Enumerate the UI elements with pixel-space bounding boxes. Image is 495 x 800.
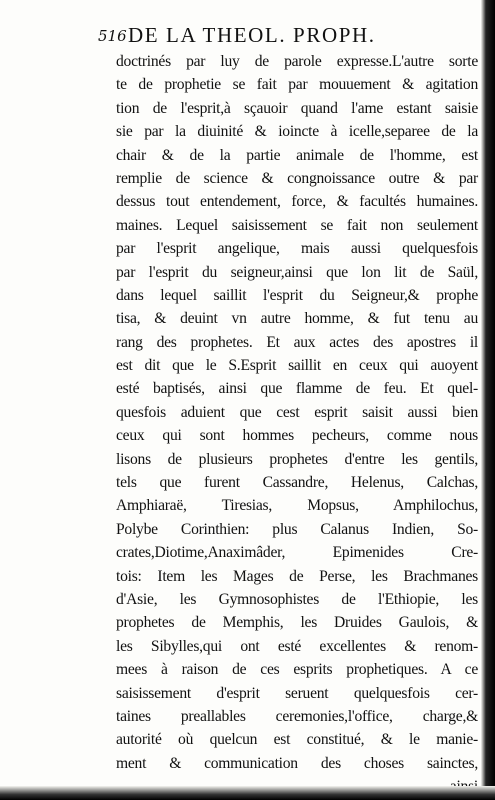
text-line: maines. Lequel saisissement se fait non seulement [116,216,478,234]
page-number: 516 [98,27,127,45]
text-line: ment & communication des choses sainctes, [116,754,478,772]
text-line: par l'esprit du seigneur,ainsi que lon lit de Saül, [116,263,478,281]
text-line: quesfois aduient que cest esprit saisit aussi bien [116,403,478,421]
text-line: les Sibylles,qui ont esté excellentes & renom- [116,637,478,655]
text-line: taines preallables ceremonies,l'office, charge,& [116,707,478,725]
text-line: tels que furent Cassandre, Helenus, Calchas, [116,474,478,492]
text-line: esté baptisés, ainsi que flamme de feu. Et quel- [116,380,478,398]
text-line: prophetes de Memphis, les Druides Gaulois, & [116,614,478,632]
scan-right-edge [481,0,495,800]
text-line: lisons de plusieurs prophetes d'entre les gentils, [116,450,478,468]
text-line: crates,Diotime,Anaximâder, Epimenides Cre- [116,544,478,562]
running-head: DE LA THEOL. PROPH. [128,23,376,47]
text-line: dans lequel saillit l'esprit du Seigneur,& prophe [116,286,478,304]
body-text [116,50,478,799]
text-line: Polybe Corinthien: plus Calanus Indien, So- [116,520,478,538]
text-line: doctrinés par luy de parole expresse.L'autre sorte [116,53,478,70]
text-line: tion de l'esprit,à sçauoir quand l'ame estant saisie [116,99,478,117]
page-header [98,25,478,51]
text-line: autorité où quelcun est constitué, & le manie- [116,731,478,749]
text-line: sie par la diuinité & ioincte à icelle,separee de la [116,123,478,141]
text-line: te de prophetie se fait par mouuement & agitation [116,76,478,94]
text-line: saisissement d'esprit seruent quelquesfois cer- [116,684,478,702]
text-line: ceux qui sont hommes pecheurs, comme nous [116,427,478,445]
text-line: tois: Item les Mages de Perse, les Brachmanes [116,567,478,585]
text-line: rang des prophetes. Et aux actes des apostres il [116,333,478,351]
scan-bottom-edge [0,786,495,800]
text-line: Amphiaraë, Tiresias, Mopsus, Amphilochus, [116,497,478,515]
text-line: d'Asie, les Gymnosophistes de l'Ethiopie, les [116,590,478,608]
text-line: chair & de la partie animale de l'homme, est [116,146,478,164]
text-line: est dit que le S.Esprit saillit en ceux qui auoyent [116,357,478,375]
text-line: remplie de science & congnoissance outre & par [116,169,478,187]
text-line: dessus tout entendement, force, & facultés humaines. [116,193,478,211]
text-line: par l'esprit angelique, mais aussi quelquesfois [116,240,478,258]
text-line: tisa, & deuint vn autre homme, & fut tenu au [116,310,478,328]
text-line: mees à raison de ces esprits prophetiques. A ce [116,661,478,679]
